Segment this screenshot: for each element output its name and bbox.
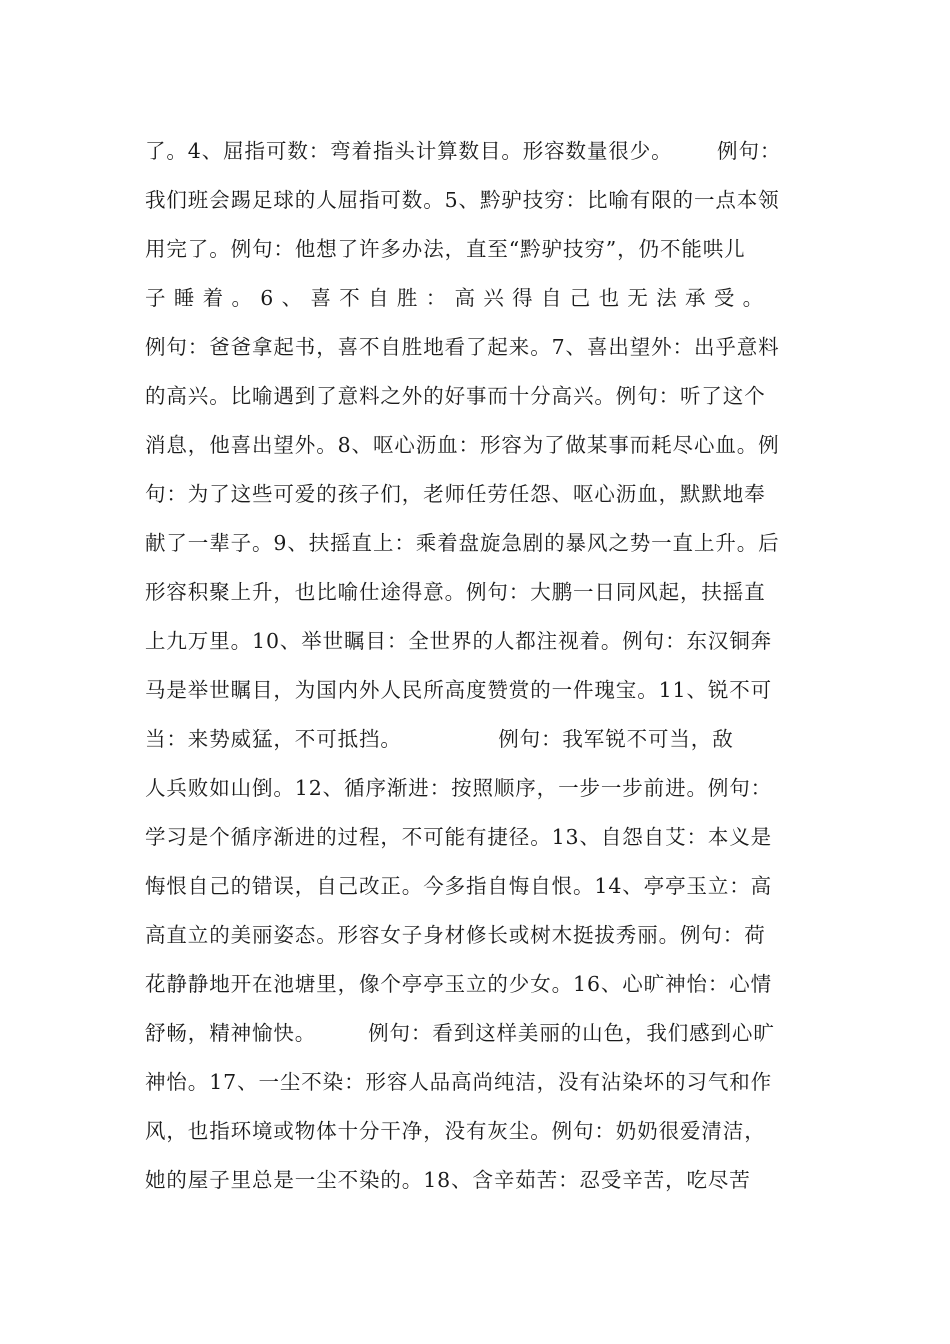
text-line: 献了一辈子。9、扶摇直上：乘着盘旋急剧的暴风之势一直上升。后: [145, 531, 780, 555]
text-line: 上九万里。10、举世瞩目：全世界的人都注视着。例句：东汉铜奔: [145, 629, 773, 653]
text-line: 用完了。例句：他想了许多办法，直至“黔驴技穷”，仍不能哄儿: [145, 237, 746, 261]
text-line: 舒畅，精神愉快。 例句：看到这样美丽的山色，我们感到心旷: [145, 1021, 775, 1045]
text-line: 马是举世瞩目，为国内外人民所高度赞赏的一件瑰宝。11、锐不可: [145, 678, 773, 702]
text-line: 学习是个循序渐进的过程，不可能有捷径。13、自怨自艾：本义是: [145, 825, 773, 849]
text-line: 了。4、屈指可数：弯着指头计算数目。形容数量很少。 例句：: [145, 139, 782, 163]
text-line: 例句：爸爸拿起书，喜不自胜地看了起来。7、喜出望外：出乎意料: [145, 335, 780, 359]
text-line: 消息，他喜出望外。8、呕心沥血：形容为了做某事而耗尽心血。例: [145, 433, 780, 457]
text-line: 风，也指环境或物体十分干净，没有灰尘。例句：奶奶很爱清洁，: [145, 1119, 766, 1143]
text-line: 悔恨自己的错误，自己改正。今多指自悔自恨。14、亭亭玉立：高: [145, 874, 773, 898]
text-line: 神怡。17、一尘不染：形容人品高尚纯洁，没有沾染坏的习气和作: [145, 1070, 773, 1094]
text-line: 的高兴。比喻遇到了意料之外的好事而十分高兴。例句：听了这个: [145, 384, 766, 408]
text-line: 形容积聚上升，也比喻仕途得意。例句：大鹏一日同风起，扶摇直: [145, 580, 766, 604]
text-line: 当：来势威猛，不可抵挡。 例句：我军锐不可当，敌: [145, 727, 734, 751]
text-line: 花静静地开在池塘里，像个亭亭玉立的少女。16、心旷神怡：心情: [145, 972, 773, 996]
text-line: 高直立的美丽姿态。形容女子身材修长或树木挺拔秀丽。例句：荷: [145, 923, 766, 947]
body-text: [145, 127, 810, 1205]
text-line: 我们班会踢足球的人屈指可数。5、黔驴技穷：比喻有限的一点本领: [145, 188, 780, 212]
text-line: 句：为了这些可爱的孩子们，老师任劳任怨、呕心沥血，默默地奉: [145, 482, 766, 506]
text-line: 她的屋子里总是一尘不染的。18、含辛茹苦：忍受辛苦，吃尽苦: [145, 1168, 751, 1192]
text-line: 子 睡 着 。 6 、 喜 不 自 胜 ： 高 兴 得 自 己 也 无 法 承 受 。: [145, 286, 765, 310]
text-line: 人兵败如山倒。12、循序渐进：按照顺序，一步一步前进。例句：: [145, 776, 773, 800]
